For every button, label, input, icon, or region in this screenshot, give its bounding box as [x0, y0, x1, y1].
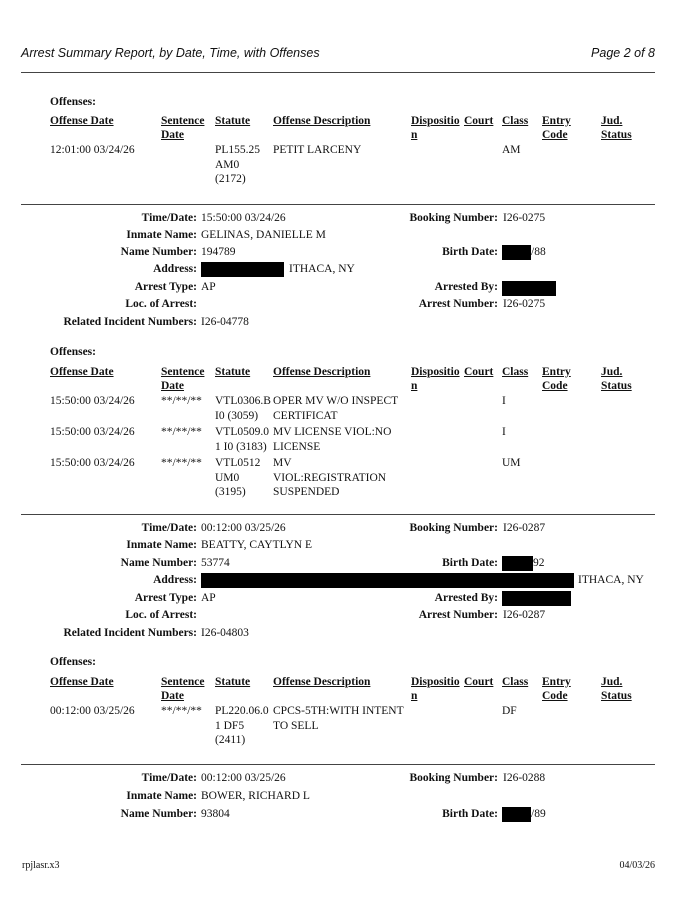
- class-header: Class: [502, 676, 529, 688]
- offense-date: 15:50:00 03/24/26: [50, 426, 135, 438]
- sentence-date: **/**/**: [161, 426, 202, 438]
- entry-code-header: Code: [542, 129, 568, 141]
- loc-of-arrest-label: Loc. of Arrest:: [125, 609, 197, 621]
- sentence-date-header: Sentence: [161, 676, 205, 688]
- footer-left: rpjlasr.x3: [22, 860, 60, 871]
- sentence-date: **/**/**: [161, 705, 202, 717]
- arrest-type-label: Arrest Type:: [134, 281, 197, 293]
- offense-class: DF: [502, 705, 517, 717]
- statute-header: Statute: [215, 676, 251, 688]
- inmate-name-label: Inmate Name:: [126, 229, 197, 241]
- booking-number-label: Booking Number:: [409, 212, 498, 224]
- statute: PL155.25: [215, 144, 261, 156]
- arrested-by-label: Arrested By:: [434, 592, 498, 604]
- time-date-label: Time/Date:: [141, 522, 197, 534]
- disposition-header: Dispositio: [411, 115, 460, 127]
- time-date-value: 00:12:00 03/25/26: [201, 522, 286, 534]
- statute: AM0: [215, 158, 240, 171]
- statute: (2172): [215, 173, 246, 185]
- birth-date-suffix: 92: [533, 557, 545, 569]
- offense-date-header: Offense Date: [50, 115, 114, 127]
- redaction-bar: [502, 807, 531, 822]
- booking-number-value: I26-0288: [503, 772, 546, 784]
- court-header: Court: [464, 676, 494, 688]
- jud-status-header: Jud.: [601, 366, 623, 378]
- statute: 1 DF5: [215, 719, 245, 732]
- booking-number-value: I26-0275: [503, 212, 546, 224]
- related-incident-value: I26-04778: [201, 316, 249, 328]
- time-date-value: 00:12:00 03/25/26: [201, 772, 286, 784]
- sentence-date-header: Sentence: [161, 366, 205, 378]
- offense-date-header: Offense Date: [50, 366, 114, 378]
- statute: VTL0509.0: [215, 426, 269, 438]
- name-number-label: Name Number:: [120, 557, 197, 569]
- redaction-bar: [502, 281, 556, 296]
- record-divider: [21, 204, 655, 205]
- related-incident-label: Related Incident Numbers:: [63, 316, 197, 328]
- address-city: ITHACA, NY: [578, 574, 644, 586]
- offense-class: UM: [502, 457, 521, 469]
- jud-status-header: Status: [601, 380, 632, 392]
- address-label: Address:: [153, 263, 197, 275]
- offense-description: LICENSE: [273, 440, 321, 453]
- offense-date: 15:50:00 03/24/26: [50, 457, 135, 469]
- entry-code-header: Code: [542, 380, 568, 392]
- statute: 1 I0 (3183): [215, 440, 267, 453]
- sentence-date: **/**/**: [161, 457, 202, 469]
- entry-code-header: Code: [542, 690, 568, 702]
- statute: VTL0306.B: [215, 395, 271, 407]
- arrested-by-label: Arrested By:: [434, 281, 498, 293]
- name-number-value: 93804: [201, 808, 230, 820]
- offense-description: OPER MV W/O INSPECT: [273, 395, 399, 407]
- statute: VTL0512: [215, 457, 261, 469]
- redaction-bar: [201, 573, 574, 588]
- birth-date-label: Birth Date:: [442, 557, 498, 569]
- arrest-number-label: Arrest Number:: [418, 609, 498, 621]
- offense-description: MV: [273, 457, 292, 469]
- offense-description: SUSPENDED: [273, 486, 340, 498]
- offense-date-header: Offense Date: [50, 676, 114, 688]
- offense-description: CPCS-5TH:WITH INTENT: [273, 705, 404, 717]
- sentence-date-header: Sentence: [161, 115, 205, 127]
- inmate-name-value: BOWER, RICHARD L: [201, 790, 310, 802]
- statute: (3195): [215, 486, 246, 498]
- booking-number-label: Booking Number:: [409, 522, 498, 534]
- disposition-header: n: [411, 380, 418, 392]
- statute: UM0: [215, 471, 240, 484]
- record-divider: [21, 514, 655, 515]
- arrest-type-label: Arrest Type:: [134, 592, 197, 604]
- record-divider: [21, 764, 655, 765]
- inmate-name-value: BEATTY, CAYTLYN E: [201, 539, 312, 551]
- disposition-header: Dispositio: [411, 676, 460, 688]
- class-header: Class: [502, 115, 529, 127]
- statute: PL220.06.0: [215, 705, 269, 717]
- redaction-bar: [201, 262, 284, 277]
- birth-date-label: Birth Date:: [442, 808, 498, 820]
- name-number-value: 53774: [201, 557, 230, 569]
- redaction-bar: [502, 556, 533, 571]
- name-number-value: 194789: [201, 246, 236, 258]
- time-date-label: Time/Date:: [141, 212, 197, 224]
- offense-description: CERTIFICAT: [273, 409, 338, 422]
- name-number-label: Name Number:: [120, 808, 197, 820]
- disposition-header: n: [411, 129, 418, 141]
- offense-description: TO SELL: [273, 719, 319, 732]
- sentence-date-header: Date: [161, 690, 184, 702]
- jud-status-header: Jud.: [601, 115, 623, 127]
- court-header: Court: [464, 115, 494, 127]
- redaction-bar: [502, 591, 571, 606]
- statute-header: Statute: [215, 366, 251, 378]
- offense-description: MV LICENSE VIOL:NO: [273, 426, 392, 438]
- court-header: Court: [464, 366, 494, 378]
- offense-date: 00:12:00 03/25/26: [50, 705, 135, 717]
- address-city: ITHACA, NY: [289, 263, 355, 275]
- report-header: [21, 46, 655, 66]
- jud-status-header: Jud.: [601, 676, 623, 688]
- offense-class: I: [502, 395, 506, 407]
- statute-header: Statute: [215, 115, 251, 127]
- offense-description-header: Offense Description: [273, 115, 371, 127]
- arrest-number-value: I26-0287: [503, 609, 546, 621]
- offenses-heading: Offenses:: [50, 96, 96, 108]
- offenses-heading: Offenses:: [50, 656, 96, 668]
- time-date-label: Time/Date:: [141, 772, 197, 784]
- entry-code-header: Entry: [542, 115, 571, 127]
- address-label: Address:: [153, 574, 197, 586]
- disposition-header: n: [411, 690, 418, 702]
- report-title: Arrest Summary Report, by Date, Time, with Offenses: [21, 46, 320, 60]
- name-number-label: Name Number:: [120, 246, 197, 258]
- sentence-date-header: Date: [161, 380, 184, 392]
- offense-class: AM: [502, 144, 521, 156]
- offense-description-header: Offense Description: [273, 366, 371, 378]
- arrest-number-label: Arrest Number:: [418, 298, 498, 310]
- sentence-date-header: Date: [161, 129, 184, 141]
- birth-date-suffix: /89: [531, 808, 546, 820]
- footer-date: 04/03/26: [619, 860, 655, 871]
- entry-code-header: Entry: [542, 366, 571, 378]
- disposition-header: Dispositio: [411, 366, 460, 378]
- offenses-heading: Offenses:: [50, 346, 96, 358]
- entry-code-header: Entry: [542, 676, 571, 688]
- offense-date: 12:01:00 03/24/26: [50, 144, 135, 156]
- arrest-type-value: AP: [201, 281, 216, 293]
- redaction-bar: [502, 245, 531, 260]
- arrest-number-value: I26-0275: [503, 298, 546, 310]
- sentence-date: **/**/**: [161, 395, 202, 407]
- jud-status-header: Status: [601, 129, 632, 141]
- jud-status-header: Status: [601, 690, 632, 702]
- booking-number-label: Booking Number:: [409, 772, 498, 784]
- class-header: Class: [502, 366, 529, 378]
- time-date-value: 15:50:00 03/24/26: [201, 212, 286, 224]
- related-incident-label: Related Incident Numbers:: [63, 627, 197, 639]
- offense-description: PETIT LARCENY: [273, 144, 362, 156]
- offense-description: VIOL:REGISTRATION: [273, 471, 387, 484]
- page-number: Page 2 of 8: [591, 46, 655, 60]
- inmate-name-label: Inmate Name:: [126, 790, 197, 802]
- inmate-name-label: Inmate Name:: [126, 539, 197, 551]
- statute: I0 (3059): [215, 409, 259, 422]
- birth-date-suffix: /88: [531, 246, 546, 258]
- offense-description-header: Offense Description: [273, 676, 371, 688]
- loc-of-arrest-label: Loc. of Arrest:: [125, 298, 197, 310]
- booking-number-value: I26-0287: [503, 522, 546, 534]
- inmate-name-value: GELINAS, DANIELLE M: [201, 229, 326, 241]
- offense-class: I: [502, 426, 506, 438]
- related-incident-value: I26-04803: [201, 627, 249, 639]
- birth-date-label: Birth Date:: [442, 246, 498, 258]
- header-rule: [21, 72, 655, 73]
- offense-date: 15:50:00 03/24/26: [50, 395, 135, 407]
- statute: (2411): [215, 734, 246, 746]
- arrest-type-value: AP: [201, 592, 216, 604]
